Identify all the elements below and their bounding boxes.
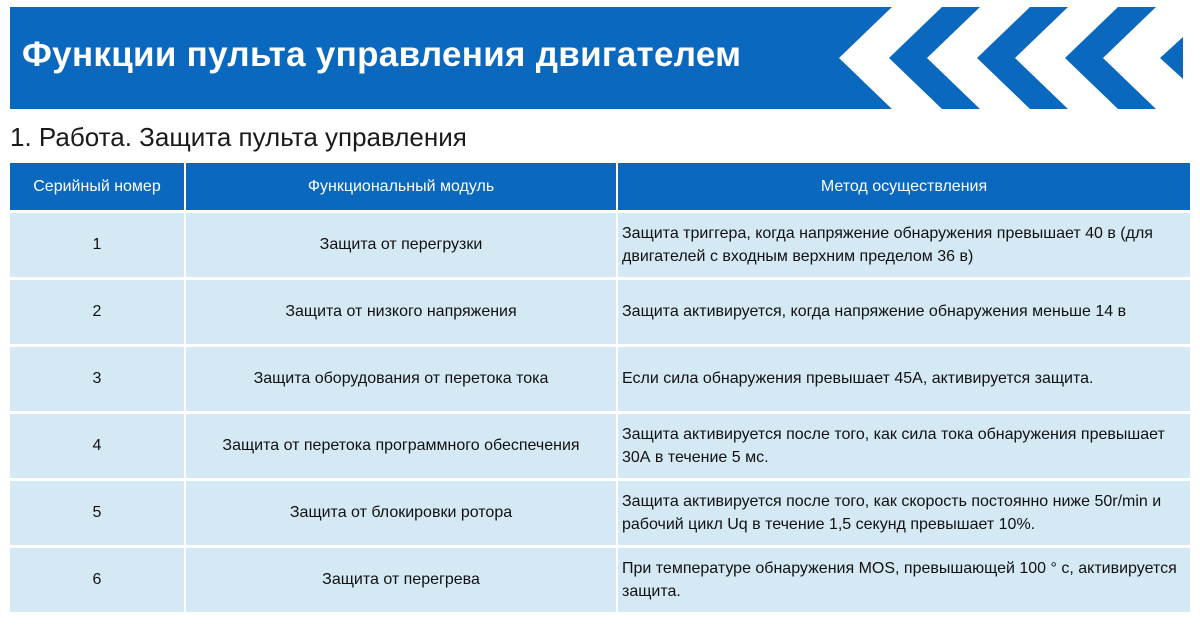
cell-serial-number: 4 [10,413,185,480]
cell-serial-number: 6 [10,547,185,613]
header-implementation-method: Метод осуществления [617,163,1190,212]
chevron-decoration [830,7,1183,109]
cell-implementation-method: Защита активируется, когда напряжение обнаружения меньше 14 в [617,279,1190,346]
page-title: Функции пульта управления двигателем [22,35,742,74]
table-row [10,547,1190,613]
table-row [10,279,1190,346]
chevron-left-icon [839,7,942,109]
cell-serial-number: 2 [10,279,185,346]
section-title: 1. Работа. Защита пульта управления [10,122,467,152]
table-row [10,346,1190,413]
header-functional-module: Функциональный модуль [185,163,617,212]
cell-implementation-method: Защита активируется после того, как сила тока обнаружения превышает 30А в течение 5 мс. [617,413,1190,480]
cell-functional-module: Защита от низкого напряжения [185,279,617,346]
header-serial-number: Серийный номер [10,163,185,212]
cell-functional-module: Защита оборудования от перетока тока [185,346,617,413]
cell-serial-number: 1 [10,212,185,279]
cell-implementation-method: При температуре обнаружения MOS, превышающей 100 ° c, активируется защита. [617,547,1190,613]
table-row [10,413,1190,480]
cell-implementation-method: Если сила обнаружения превышает 45А, активируется защита. [617,346,1190,413]
table-header-row [10,163,1190,212]
cell-functional-module: Защита от перетока программного обеспечения [185,413,617,480]
protection-table [10,163,1190,612]
cell-serial-number: 5 [10,480,185,547]
cell-functional-module: Защита от перегрузки [185,212,617,279]
cell-functional-module: Защита от перегрева [185,547,617,613]
cell-serial-number: 3 [10,346,185,413]
title-banner [10,7,1183,109]
chevron-left-icon [1015,7,1118,109]
chevron-left-icon [1103,7,1183,109]
chevron-left-icon [927,7,1030,109]
table-row [10,212,1190,279]
table-row [10,480,1190,547]
cell-implementation-method: Защита триггера, когда напряжение обнаружения превышает 40 в (для двигателей с входным верхним пределом 36 в) [617,212,1190,279]
cell-implementation-method: Защита активируется после того, как скорость постоянно ниже 50r/min и рабочий цикл Uq в течение 1,5 секунд превышает 10%. [617,480,1190,547]
cell-functional-module: Защита от блокировки ротора [185,480,617,547]
